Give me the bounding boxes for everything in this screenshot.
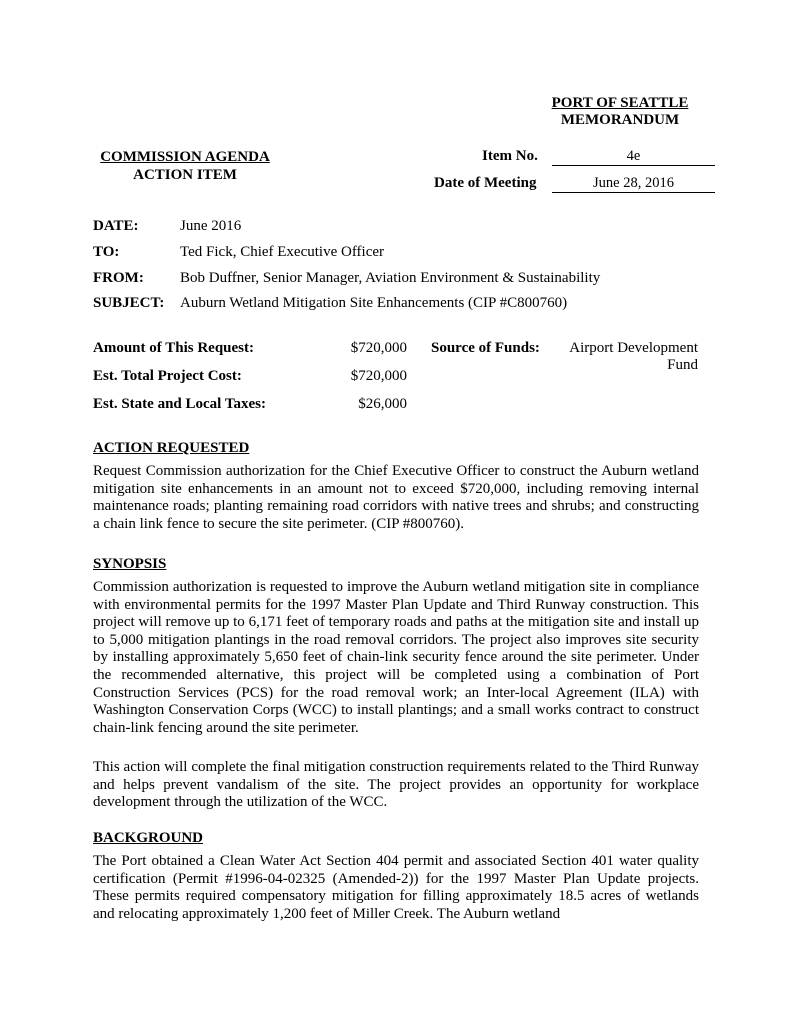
request-amount-value: $720,000	[350, 340, 407, 356]
meeting-date-label: Date of Meeting	[434, 175, 537, 191]
total-cost-label: Est. Total Project Cost:	[93, 368, 242, 384]
item-no-value: 4e	[552, 148, 715, 166]
agenda-title	[90, 148, 280, 184]
to-row	[93, 244, 713, 264]
action-requested-text: Request Commission authorization for the Chief Executive Officer to construct the Auburn wetland mitigation site enhancements in an amount not to exceed $720,000, including removing internal maintenance roads; planting remaining road corridors with native trees and shrubs; and constructing a chain link fence to secure the site perimeter. (CIP #800760).	[93, 463, 699, 532]
from-label: FROM:	[93, 270, 144, 286]
org-name: PORT OF SEATTLE	[551, 95, 689, 111]
date-value: June 2016	[180, 218, 242, 234]
from-row	[93, 270, 713, 290]
subject-value: Auburn Wetland Mitigation Site Enhancements (CIP #C800760)	[180, 295, 568, 311]
taxes-label: Est. State and Local Taxes:	[93, 396, 266, 412]
doc-type: MEMORANDUM	[560, 112, 680, 128]
funds-line-2: Fund	[667, 357, 698, 373]
synopsis-paragraph-2: This action will complete the final mitigation construction requirements related to the Third Runway and helps prevent vandalism of the site. The project provides an opportunity for workplace development through the utilization of the WCC.	[93, 759, 699, 811]
agenda-line-2: ACTION ITEM	[133, 167, 237, 183]
memo-header	[520, 95, 720, 129]
subject-label: SUBJECT:	[93, 295, 165, 311]
synopsis-paragraph-1: Commission authorization is requested to improve the Auburn wetland mitigation site in compliance with environmental permits for the 1997 Master Plan Update and Third Runway construction. This project will remove up to 6,171 feet of temporary roads and paths at the mitigation site and install up to 5,000 mitigation plantings in the road removal corridors. The project also improves site security by installing approximately 5,650 feet of chain-link security fence around the site perimeter. Under the recommended alternative, this project will be completed using a combination of Port Construction Services (PCS) for the road removal work; an Inter-local Agreement (ILA) with Washington Conservation Corps (WCC) to install plantings; and a small works contract to construct chain-link fencing around the site perimeter.	[93, 579, 699, 736]
funds-line-1: Airport Development	[569, 340, 698, 356]
item-no-label: Item No.	[482, 148, 538, 164]
funds-label: Source of Funds:	[431, 340, 540, 356]
background-heading: BACKGROUND	[93, 830, 204, 846]
agenda-line-1: COMMISSION AGENDA	[100, 149, 270, 165]
synopsis-heading: SYNOPSIS	[93, 556, 167, 572]
meeting-date-value: June 28, 2016	[552, 175, 715, 193]
subject-row	[93, 295, 713, 315]
date-row	[93, 218, 713, 238]
request-amount-label: Amount of This Request:	[93, 340, 254, 356]
funds-value	[548, 340, 698, 374]
taxes-value: $26,000	[358, 396, 407, 412]
action-requested-heading: ACTION REQUESTED	[93, 440, 250, 456]
from-value: Bob Duffner, Senior Manager, Aviation Environment & Sustainability	[180, 270, 601, 286]
date-label: DATE:	[93, 218, 139, 234]
to-value: Ted Fick, Chief Executive Officer	[180, 244, 385, 260]
total-cost-value: $720,000	[350, 368, 407, 384]
to-label: TO:	[93, 244, 120, 260]
background-text: The Port obtained a Clean Water Act Section 404 permit and associated Section 401 water quality certification (Permit #1996-04-02325 (Amended-2)) for the 1997 Master Plan Update projects. These permits required compensatory mitigation for filling approximately 18.5 acres of wetlands and relocating approximately 1,200 feet of Miller Creek. The Auburn wetland	[93, 853, 699, 922]
